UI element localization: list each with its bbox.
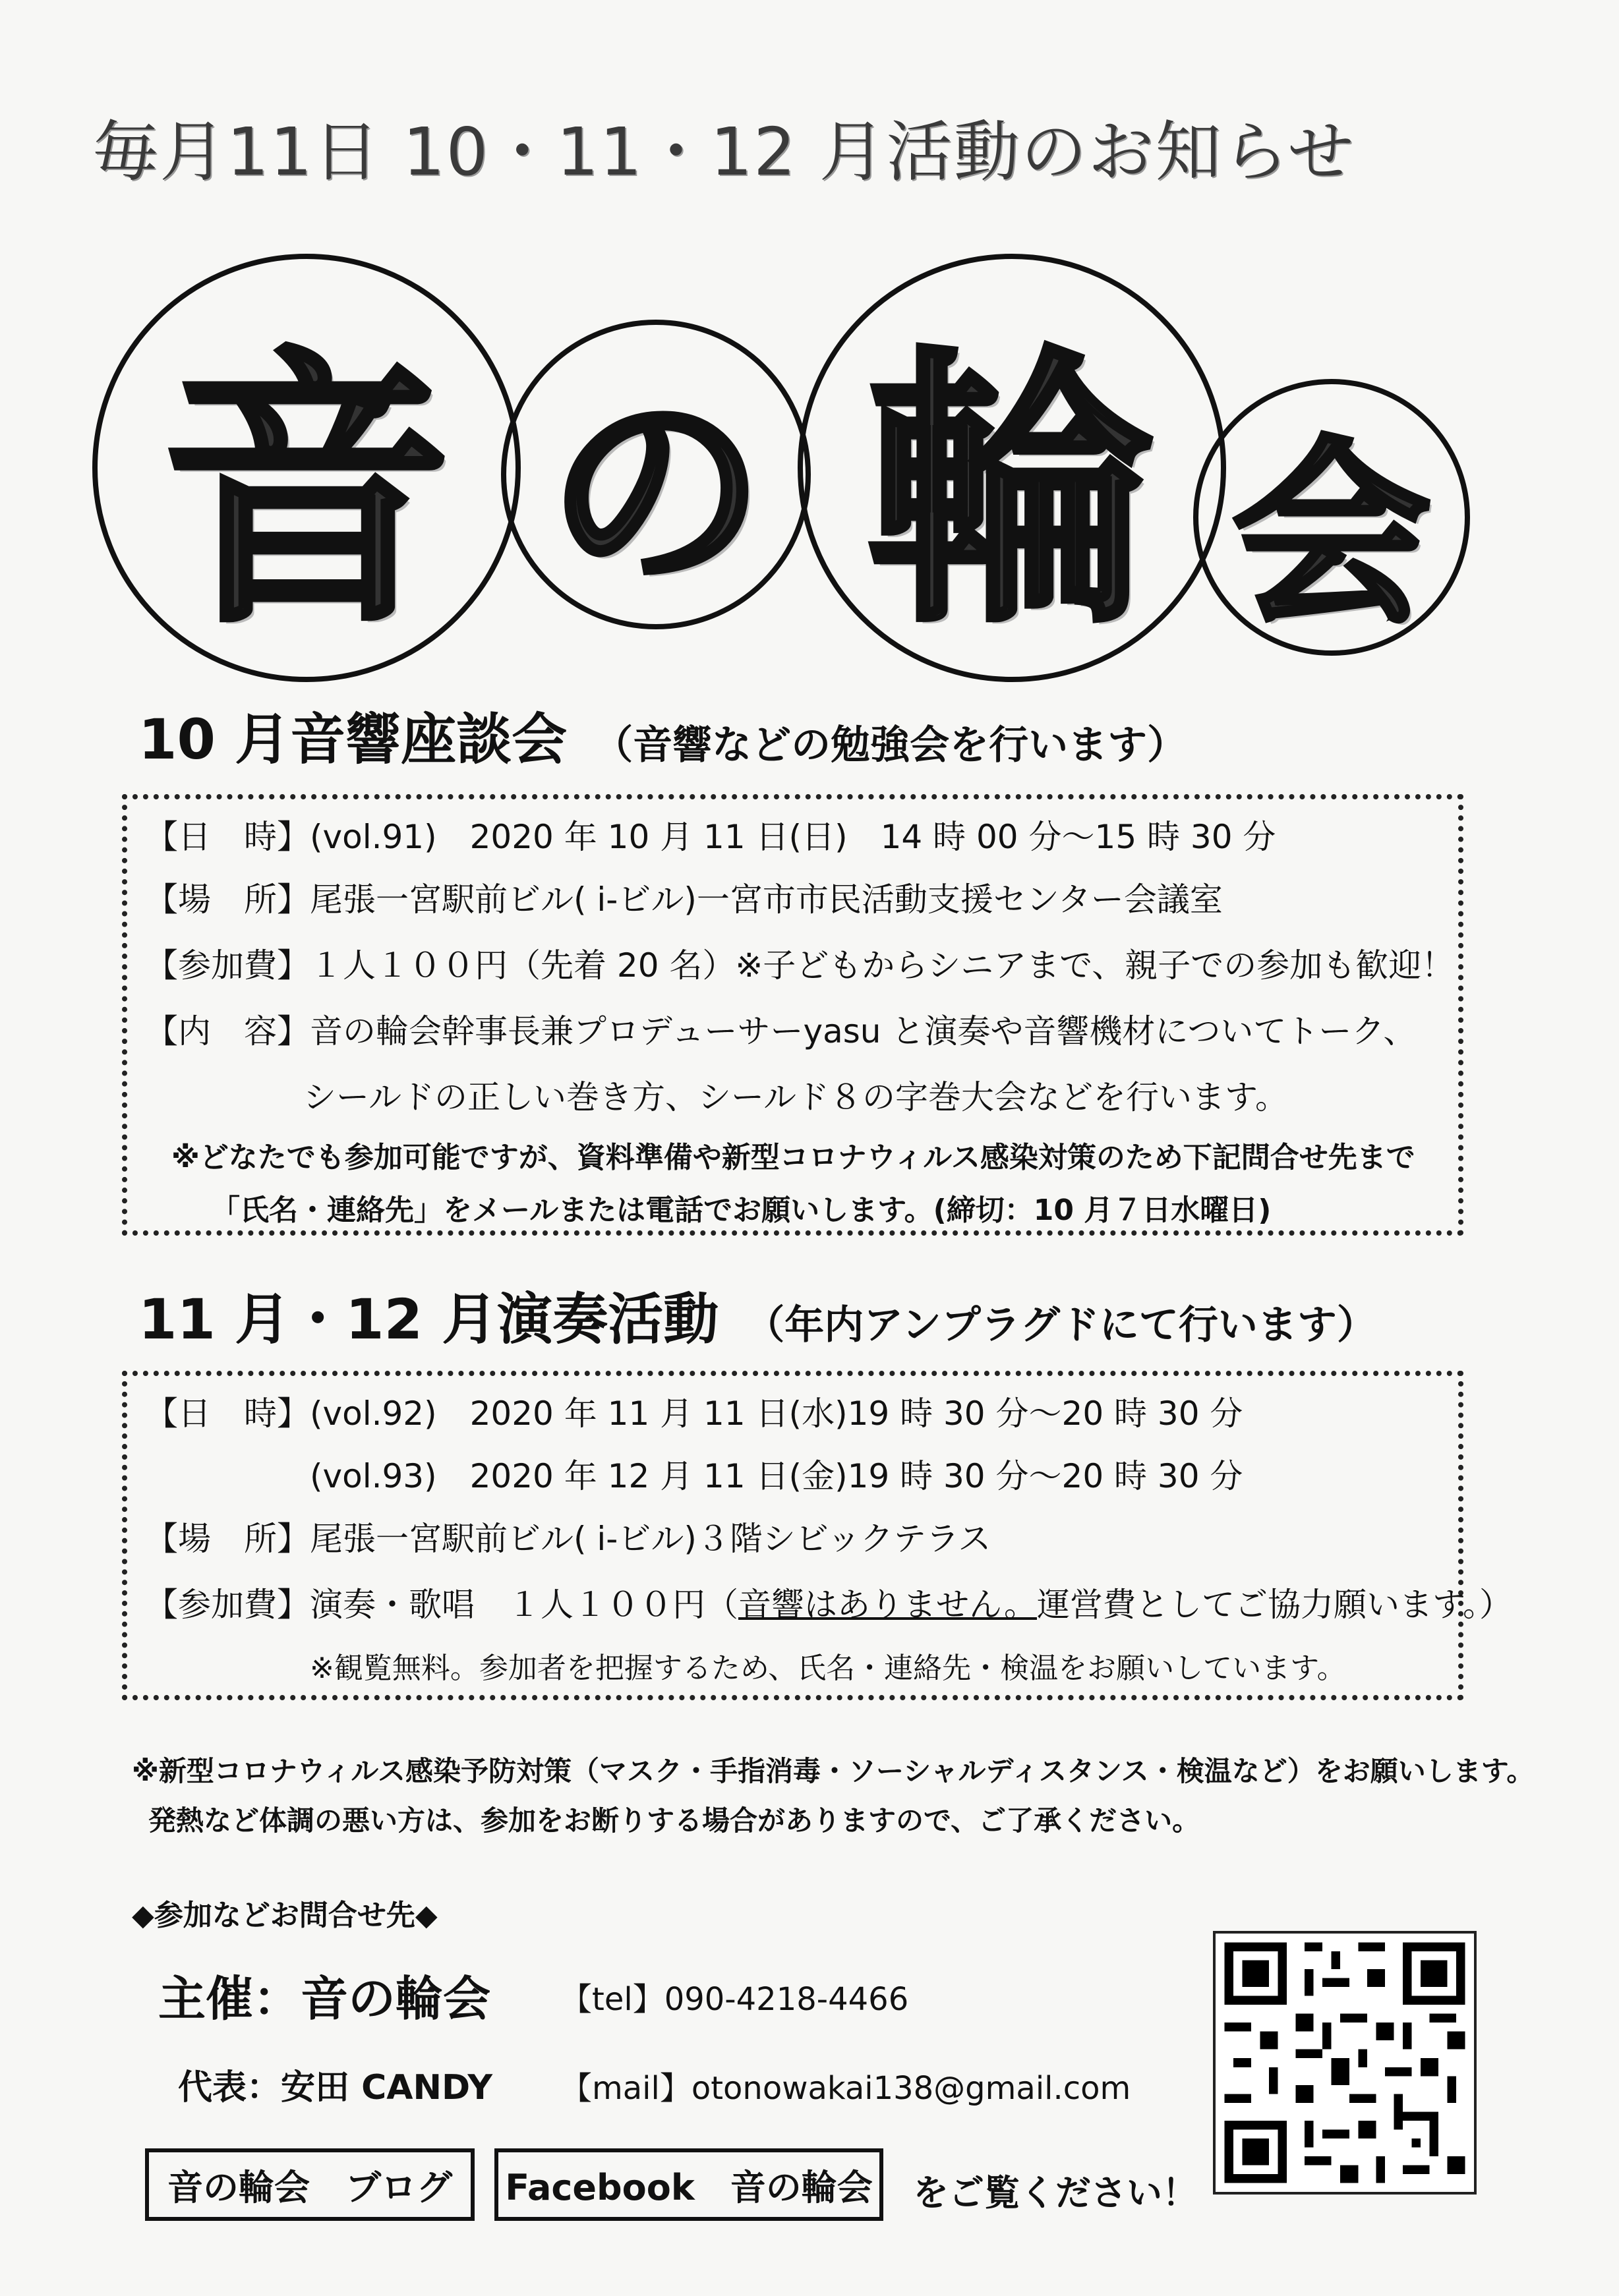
no-sound-notice: 音響はありません。 — [738, 1586, 1037, 1624]
qr-code-graphic — [1216, 1934, 1474, 2192]
october-line-place: 【場 所】尾張一宮駅前ビル( i-ビル)一宮市市民活動支援センター会議室 — [145, 880, 1223, 919]
links-tail: をご覧ください！ — [913, 2172, 1198, 2214]
novdec-line-place: 【場 所】尾張一宮駅前ビル( i-ビル)３階シビックテラス — [145, 1520, 991, 1558]
october-note-2: 「氏名・連絡先」をメールまたは電話でお願いします。(締切：10 月７日水曜日) — [211, 1193, 1272, 1227]
facebook-link[interactable]: Facebook 音の輪会 — [494, 2148, 883, 2221]
october-line-content-2: シールドの正しい巻き方、シールド８の字巻大会などを行います。 — [303, 1078, 1288, 1116]
page-subtitle: 毎月11日 10・11・12 月活動のお知らせ — [92, 113, 1355, 190]
logo-circle-4 — [1193, 379, 1470, 656]
covid-warning-1: ※新型コロナウィルス感染予防対策（マスク・手指消毒・ソーシャルディスタンス・検温など）をお願いします。 — [132, 1755, 1535, 1787]
logo-circle-3 — [798, 254, 1226, 682]
contact-tel[interactable]: 【tel】090-4218-4466 — [560, 1981, 909, 2018]
representative: 代表：安田 CANDY — [178, 2068, 493, 2108]
novdec-line-fee: 【参加費】演奏・歌唱 １人１００円（音響はありません。運営費としてご協力願います。） — [145, 1586, 1512, 1624]
blog-link[interactable]: 音の輪会 ブログ — [145, 2148, 475, 2221]
novdec-line-datetime-1: 【日 時】(vol.92) 2020 年 11 月 11 日(水)19 時 30 分～20 時 30 分 — [145, 1394, 1243, 1433]
organizer: 主催：音の輪会 — [158, 1971, 491, 2026]
contact-heading: ◆参加などお問合せ先◆ — [132, 1899, 438, 1932]
novdec-heading — [138, 1275, 1376, 1355]
october-title: 10 月音響座談会 — [138, 707, 568, 772]
logo-char-3: 輪 — [867, 324, 1157, 662]
novdec-line-datetime-2: (vol.93) 2020 年 12 月 11 日(金)19 時 30 分～20 時 30 分 — [310, 1457, 1243, 1495]
novdec-title: 11 月・12 月演奏活動 — [138, 1287, 719, 1352]
october-line-datetime: 【日 時】(vol.91) 2020 年 10 月 11 日(日) 14 時 00 分～15 時 30 分 — [145, 818, 1276, 856]
logo-char-4: 会 — [1233, 419, 1430, 650]
october-heading — [138, 695, 1187, 775]
logo-char-1: 音 — [162, 324, 452, 662]
covid-warning-2: 発熱など体調の悪い方は、参加をお断りする場合がありますので、ご了承ください。 — [148, 1804, 1200, 1837]
novdec-title-note: （年内アンプラグドにて行います） — [745, 1302, 1376, 1348]
logo-char-2: の — [547, 366, 765, 619]
contact-mail[interactable]: 【mail】otonowakai138@gmail.com — [560, 2070, 1131, 2107]
october-line-content: 【内 容】音の輪会幹事長兼プロデューサーyasu と演奏や音響機材についてトーク、 — [145, 1012, 1417, 1050]
logo-circle-1 — [92, 254, 521, 682]
october-title-note: （音響などの勉強会を行います） — [593, 722, 1187, 768]
novdec-note: ※観覧無料。参加者を把握するため、氏名・連絡先・検温をお願いしています。 — [310, 1651, 1346, 1685]
qr-code[interactable] — [1213, 1931, 1477, 2195]
logo-circle-2 — [501, 320, 811, 629]
october-note-1: ※どなたでも参加可能ですが、資料準備や新型コロナウィルス感染対策のため下記問合せ先まで — [171, 1141, 1415, 1174]
october-line-fee: 【参加費】１人１００円（先着 20 名）※子どもからシニアまで、親子での参加も歓迎！ — [145, 946, 1455, 985]
